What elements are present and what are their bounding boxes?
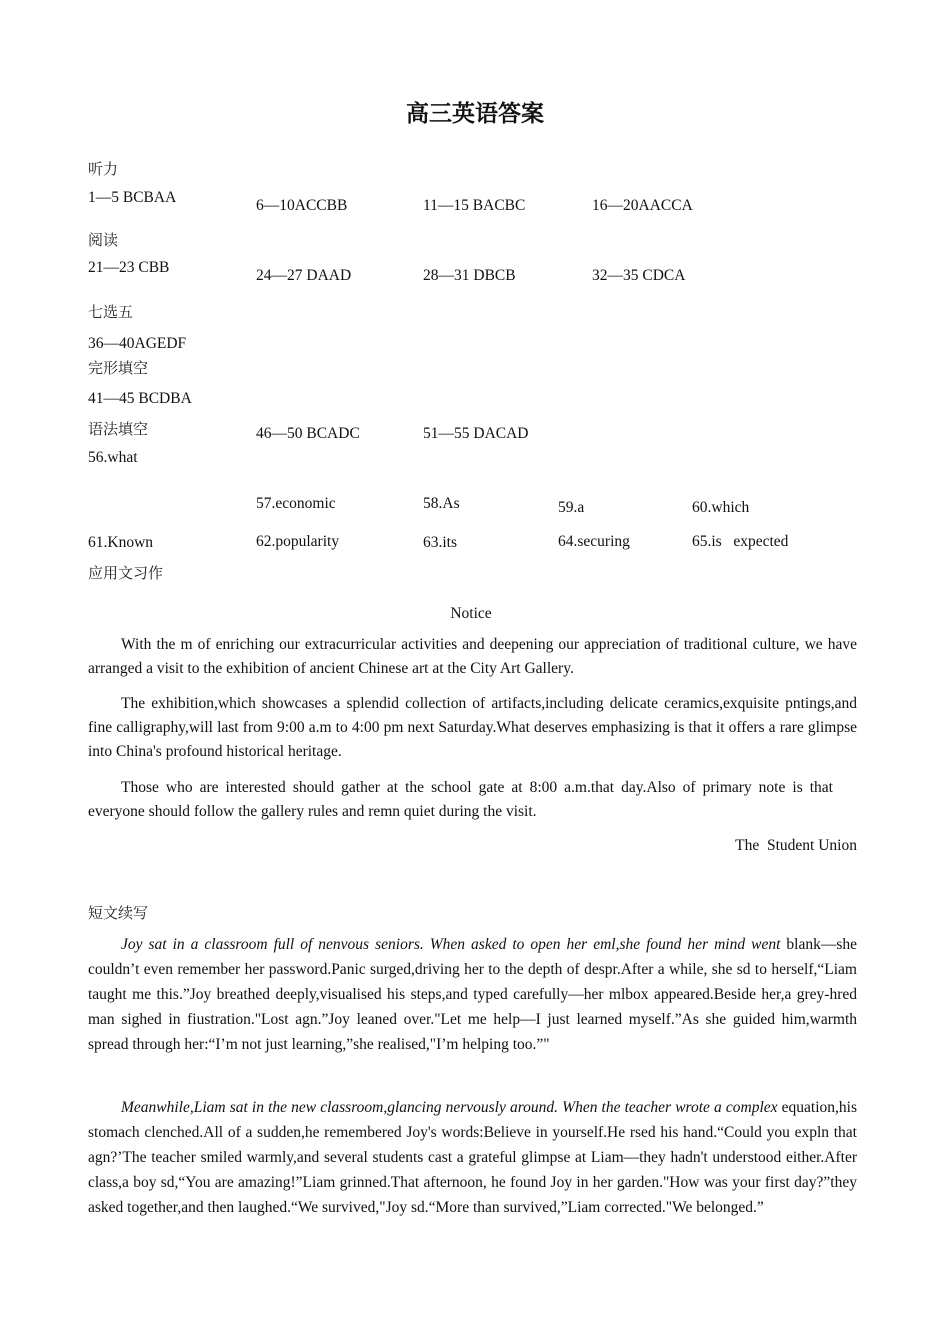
- answer-range: 1—5 BCBAA: [88, 189, 177, 206]
- answer-range: 51—55 DACAD: [423, 425, 529, 442]
- story-lead: Joy sat in a classroom full of nenvous seniors. When asked to open her eml,she found her mind went: [121, 936, 781, 953]
- answer-range: 6—10ACCBB: [256, 197, 348, 214]
- answer-range: 32—35 CDCA: [592, 267, 686, 284]
- notice-paragraph: Those who are interested should gather at the school gate at 8:00 a.m.that day.Also of primary note is that everyone should follow the gallery rules and remn quiet during the visit.: [88, 779, 833, 820]
- grammar-answer: 61.Known: [88, 534, 154, 551]
- grammar-answer: 63.its: [423, 534, 458, 551]
- page-title: 高三英语答案: [406, 101, 544, 127]
- answer-range: 41—45 BCDBA: [88, 390, 192, 407]
- grammar-answer: 56.what: [88, 449, 138, 466]
- grammar-answer: 62.popularity: [256, 533, 340, 550]
- story-paragraph: [88, 932, 857, 1057]
- listening-heading: 听力: [88, 160, 119, 178]
- cloze-heading: 完形填空: [88, 359, 149, 377]
- story-body: equation,his stomach clenched.All of a sudden,he remembered Joy's words:Believe in yourself.He rsed his hand.“Could you expln that agn?’The teacher smiled warmly,and several students cast a grateful glimpse at Liam—they hadn't understood either.After class,a boy sd,“You are amazing!”Liam grinned.That afternoon, he found Joy in her garden."How was your first day?”they asked together,and then laughed.“We survived,"Joy sd.“More than survived,”Liam corrected."We belonged.”: [88, 1099, 857, 1216]
- notice-title: Notice: [450, 605, 492, 622]
- answer-range: 16—20AACCA: [592, 197, 693, 214]
- answer-range: 46—50 BCADC: [256, 425, 360, 442]
- story-body: blank—she couldn’t even remember her password.Panic surged,driving her to the depth of despr.After a while, she sd to herself,“Liam taught me this.”Joy breathed deeply,visualised his steps,and typed carefully—her mlbox appeared.Beside her,a grey-hred man sighed in fiustration."Lost agn.”Joy leaned over."Let me help—I just learned myself.”As she guided him,warmth spread through her:“I’m not just learning,”she realised,"I’m helping too.”": [88, 936, 857, 1053]
- notice-signature: The Student Union: [735, 837, 857, 854]
- notice-paragraph: The exhibition,which showcases a splendid collection of artifacts,including delicate ceramics,exquisite pntings,and fine calligraphy,will last from 9:00 a.m to 4:00 pm next Saturday.What deserves emphasizing is that it offers a rare glimpse into China's profound historical heritage.: [88, 695, 857, 760]
- grammar-heading: 语法填空: [88, 420, 149, 438]
- grammar-answer: 65.is expected: [692, 533, 789, 550]
- grammar-answer: 59.a: [558, 499, 585, 516]
- writing-heading: 应用文习作: [88, 564, 164, 582]
- answer-range: 24—27 DAAD: [256, 267, 352, 284]
- grammar-answer: 57.economic: [256, 495, 336, 512]
- continuation-heading: 短文续写: [88, 904, 149, 922]
- answer-range: 28—31 DBCB: [423, 267, 516, 284]
- seven-choose-five-heading: 七选五: [88, 303, 134, 321]
- grammar-answer: 60.which: [692, 499, 750, 516]
- reading-heading: 阅读: [88, 231, 119, 249]
- answer-range: 36—40AGEDF: [88, 335, 187, 352]
- notice-paragraph: With the m of enriching our extracurricular activities and deepening our appreciation of traditional culture, we have arranged a visit to the exhibition of ancient Chinese art at the City Art Gallery.: [88, 636, 857, 677]
- grammar-answer: 58.As: [423, 495, 460, 512]
- grammar-answer: 64.securing: [558, 533, 630, 550]
- story-lead: Meanwhile,Liam sat in the new classroom,glancing nervously around. When the teacher wrote a complex: [121, 1099, 778, 1116]
- answer-range: 21—23 CBB: [88, 259, 170, 276]
- answer-range: 11—15 BACBC: [423, 197, 526, 214]
- story-paragraph: [88, 1095, 857, 1220]
